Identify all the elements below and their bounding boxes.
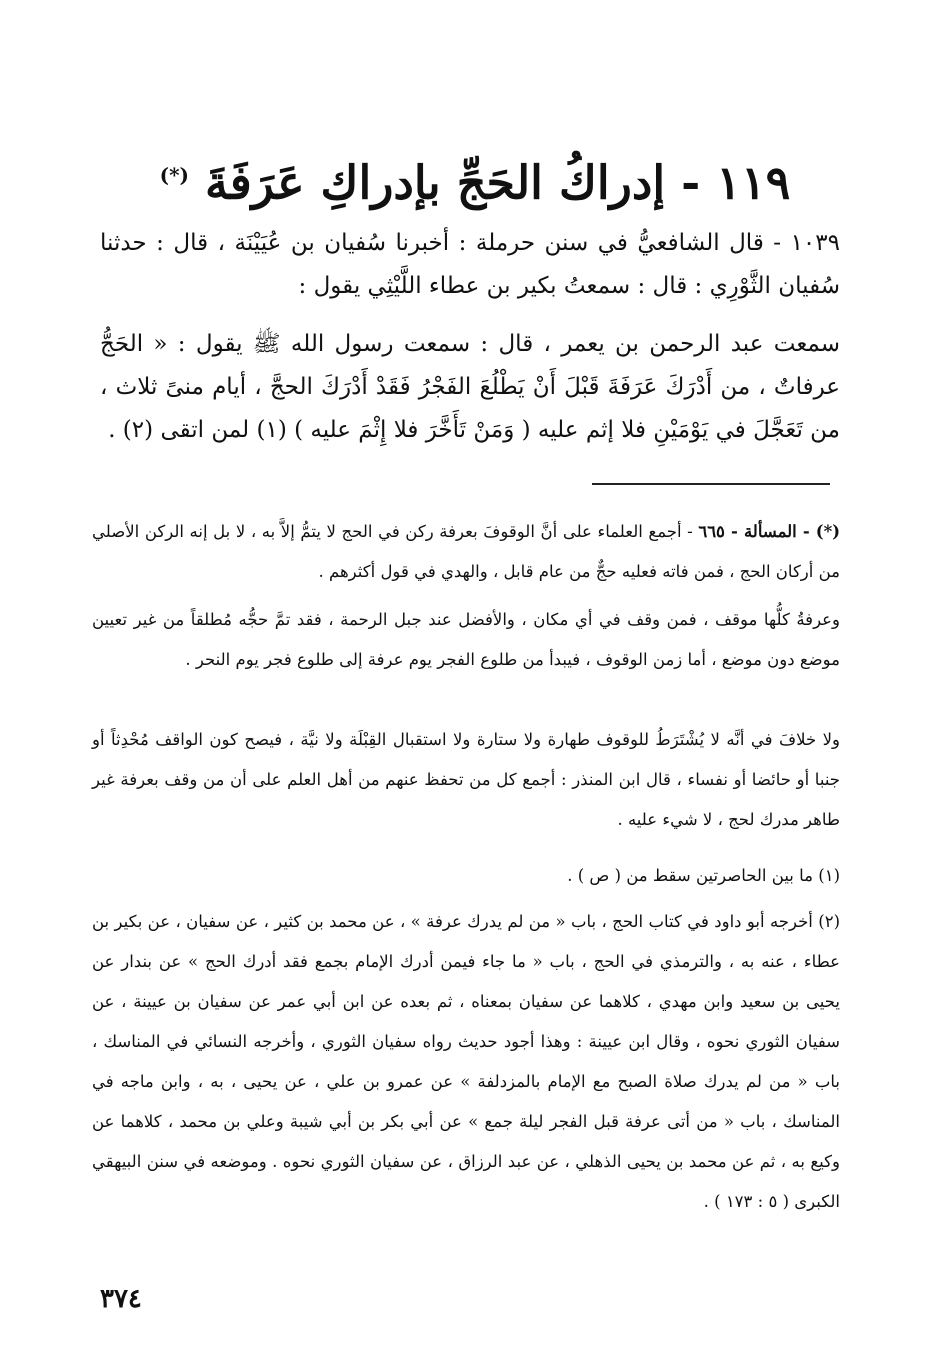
chapter-title — [150, 140, 800, 217]
footnote-star-mark: (*) - المسألة - ٦٦٥ — [698, 522, 841, 541]
footnote-star — [92, 512, 840, 592]
footnote-star-para2 — [92, 600, 840, 680]
footnote-star-text: - أجمع العلماء على أنَّ الوقوفَ بعرفة ركن في الحج لا يتمُّ إلاَّ به ، لا بل إنه الركن الأصلي من أركان الحج ، فمن فاته فعليه حجٌّ من عام قابل ، والهدي في قول أكثرهم . — [92, 522, 840, 581]
footnote-star-para3 — [92, 720, 840, 840]
hadith-matn — [100, 323, 840, 452]
footnote-2 — [92, 902, 840, 1222]
footnote-star-para3-text: ولا خلافَ في أنَّه لا يُشْتَرَطُ للوقوف طهارة ولا ستارة ولا استقبال القِبْلَة ولا نيَّة ، فيصح كون الواقف مُحْدِثاً أو جنبا أو حائضا أو نفساء ، قال ابن المنذر : أجمع كل من تحفظ عنهم من أهل العلم على أن من وقف بعرفة غير طاهر مدرك لحج ، لا شيء عليه . — [92, 730, 840, 829]
footnote-star-para2-text: وعرفةُ كلُّها موقف ، فمن وقف في أي مكان ، والأفضل عند جبل الرحمة ، فقد تمَّ حجُّه مُطلقاً من غير تعيين موضع دون موضع ، أما زمن الوقوف ، فيبدأ من طلوع الفجر يوم عرفة إلى طلوع فجر يوم النحر . — [92, 610, 840, 669]
hadith-isnad — [100, 222, 840, 308]
page-number: ٣٧٤ — [100, 1284, 142, 1314]
matn-text: سمعت عبد الرحمن بن يعمر ، قال : سمعت رسول الله ﷺ يقول : « الحَجُّ عرفاتٌ ، من أَدْرَكَ عَرَفَةَ قَبْلَ أَنْ يَطْلُعَ الفَجْرُ فَقَدْ أَدْرَكَ الحجَّ ، أيام منىً ثلاث ، من تَعَجَّلَ في يَوْمَيْنِ فلا إثم عليه ( وَمَنْ تَأَخَّرَ فلا إِثْمَ عليه ) (١) لمن اتقى (٢) . — [100, 331, 840, 443]
footnote-2-text: (٢) أخرجه أبو داود في كتاب الحج ، باب « من لم يدرك عرفة » ، عن محمد بن كثير ، عن سفيان ، عن بكير بن عطاء ، عنه به ، والترمذي في الحج ، باب « ما جاء فيمن أدرك الإمام بجمع فقد أدرك الحج » عن بندار عن يحيى بن سعيد وابن مهدي ، كلاهما عن سفيان بمعناه ، ثم بعده عن ابن أبي عمر عن سفيان بن عيينة ، عن سفيان الثوري نحوه ، وقال ابن عيينة : وهذا أجود حديث رواه سفيان الثوري ، وأخرجه النسائي في المناسك ، باب « من لم يدرك صلاة الصبح مع الإمام بالمزدلفة » عن عمرو بن علي ، عن يحيى ، به ، وابن ماجه في المناسك ، باب « من أتى عرفة قبل الفجر ليلة جمع » عن أبي بكر بن أبي شيبة وعلي بن محمد ، كلاهما عن وكيع به ، ثم عن محمد بن يحيى الذهلي ، عن عبد الرزاق ، عن سفيان الثوري نحوه . وموضعه في سنن البيهقي الكبرى ( ٥ : ١٧٣ ) . — [92, 912, 840, 1211]
footnote-separator — [592, 483, 830, 485]
isnad-text: ١٠٣٩ - قال الشافعيُّ في سنن حرملة : أخبرنا سُفيان بن عُيَيْنَة ، قال : حدثنا سُفيان الثَّوْرِي : قال : سمعتُ بكير بن عطاء اللَّيْثِي يقول : — [100, 230, 840, 299]
chapter-title-text: ١١٩ - إدراكُ الحَجِّ بإدراكِ عَرَفَةَ — [205, 155, 791, 210]
title-note-mark: (*) — [159, 163, 190, 187]
footnote-1-text: (١) ما بين الحاصرتين سقط من ( ص ) . — [567, 866, 840, 885]
footnote-1 — [92, 856, 840, 896]
